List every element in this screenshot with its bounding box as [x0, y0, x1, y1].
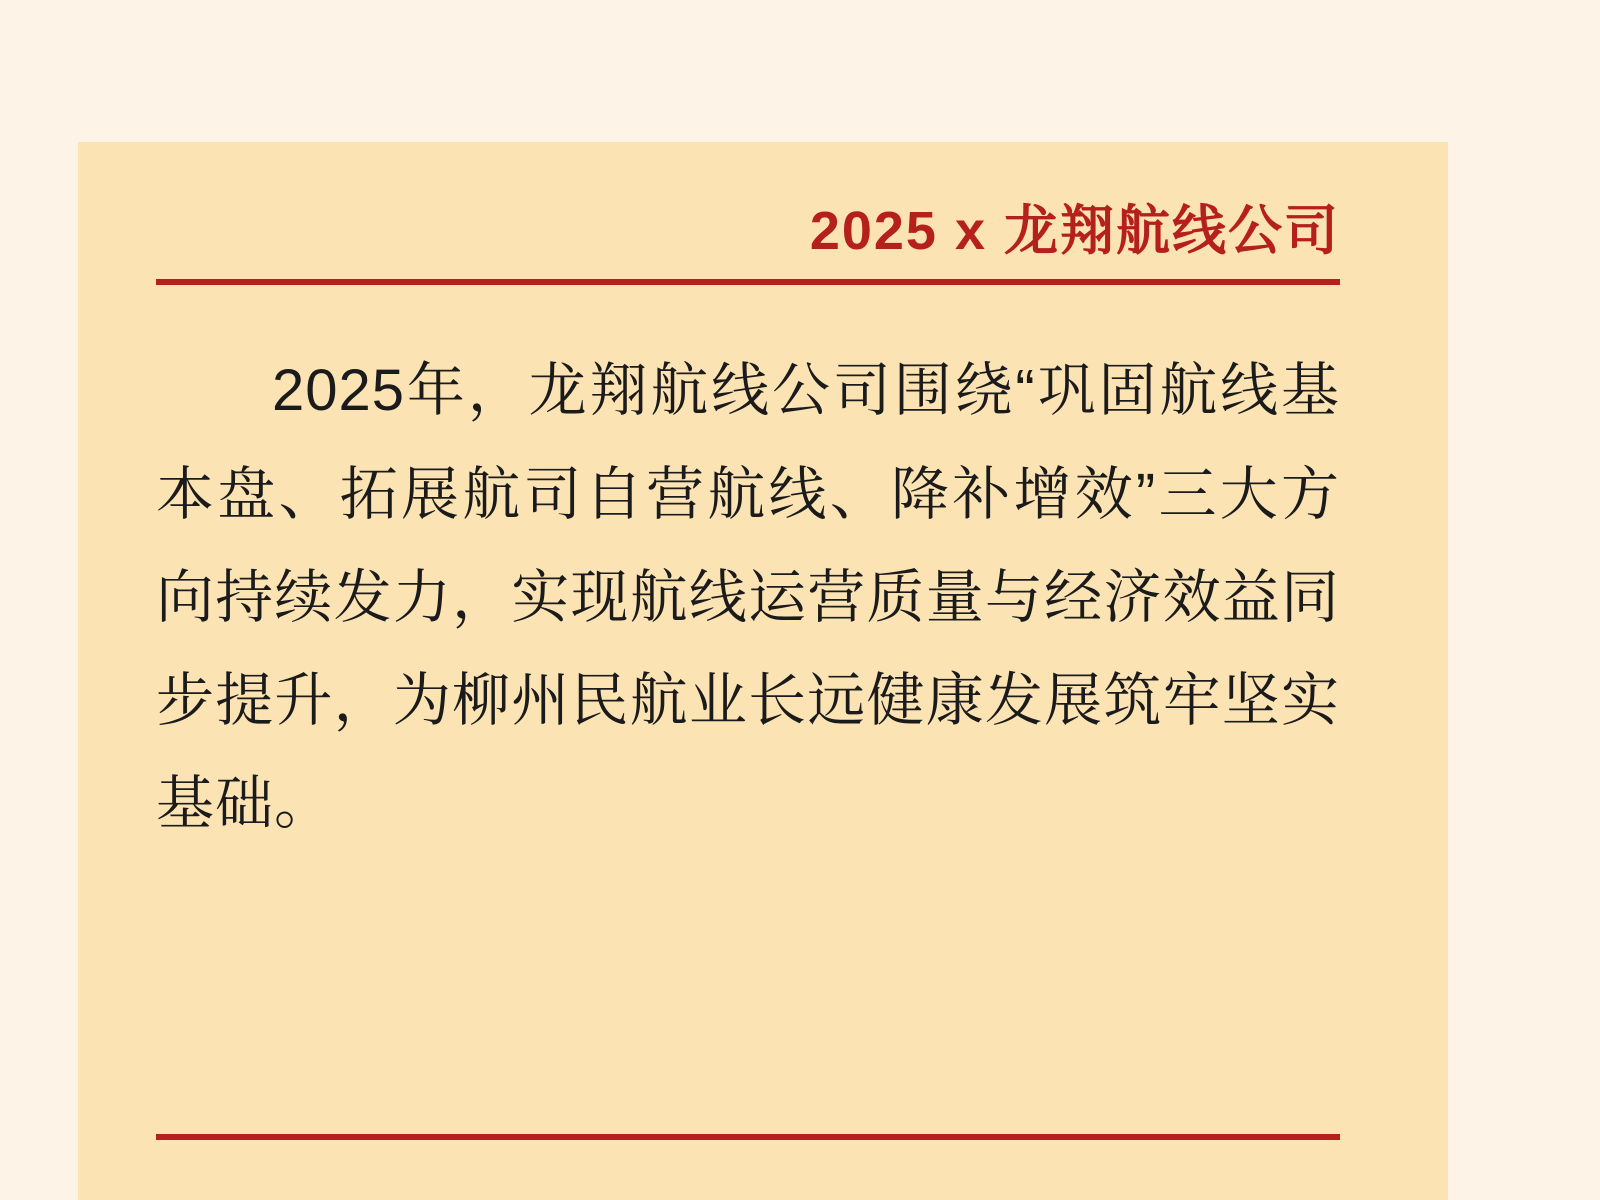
page-title: 2025 x 龙翔航线公司: [809, 201, 1340, 261]
poster-content: [156, 202, 1340, 1162]
divider-bottom: [156, 1134, 1340, 1140]
poster-card: [78, 142, 1448, 1200]
divider-top: [156, 279, 1340, 285]
body-paragraph: 2025年，龙翔航线公司围绕“巩固航线基本盘、拓展航司自营航线、降补增效”三大方向持续发力，实现航线运营质量与经济效益同步提升，为柳州民航业长远健康发展筑牢坚实基础。: [156, 358, 1340, 837]
